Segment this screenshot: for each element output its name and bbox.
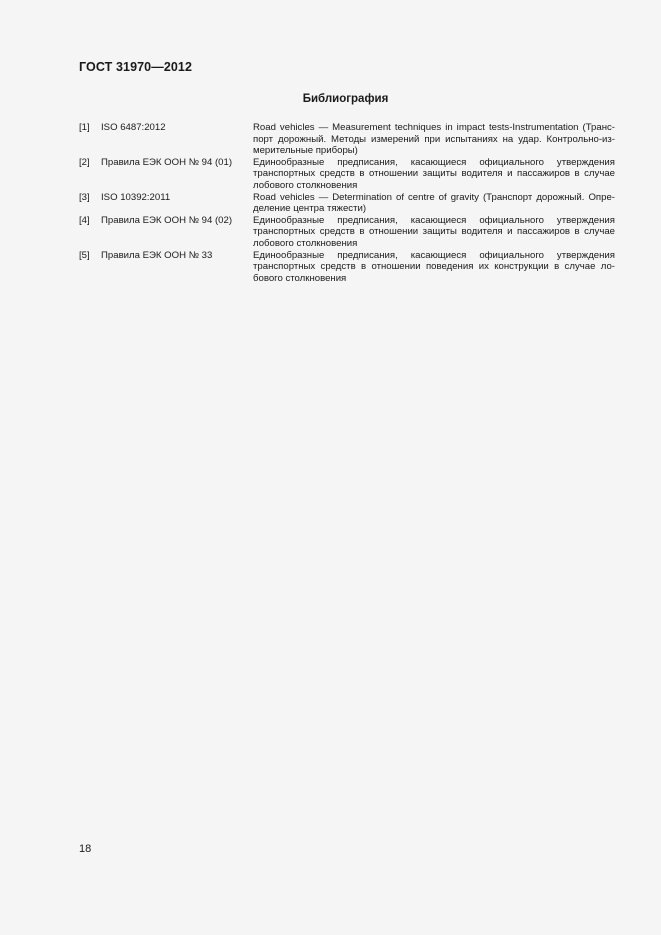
entry-description bbox=[253, 215, 615, 250]
bibliography-entry bbox=[79, 192, 615, 215]
bibliography-list bbox=[79, 122, 615, 284]
entry-reference: Правила ЕЭК ООН № 33 bbox=[101, 249, 213, 261]
entry-number: [2] bbox=[79, 156, 90, 168]
standard-header: ГОСТ 31970—2012 bbox=[79, 60, 193, 74]
entry-number: [5] bbox=[79, 249, 90, 261]
description-line: транспортных средств в отношении поведения их конструкции в случае ло- bbox=[253, 261, 615, 273]
description-line: транспортных средств в отношении защиты водителя и пассажиров в случае bbox=[253, 168, 615, 180]
description-line: Единообразные предписания, касающиеся официального утверждения bbox=[253, 214, 615, 226]
description-line: транспортных средств в отношении защиты водителя и пассажиров в случае bbox=[253, 226, 615, 238]
description-line: лобового столкновения bbox=[253, 237, 358, 249]
description-line: лобового столкновения bbox=[253, 179, 358, 191]
entry-description bbox=[253, 192, 615, 215]
bibliography-entry bbox=[79, 215, 615, 250]
description-line: деление центра тяжести) bbox=[253, 203, 367, 215]
entry-number: [4] bbox=[79, 214, 90, 226]
description-line: Road vehicles — Determination of centre of gravity (Транспорт дорожный. Опре- bbox=[253, 191, 615, 203]
bibliography-entry bbox=[79, 122, 615, 157]
description-line: мерительные приборы) bbox=[253, 145, 358, 157]
entry-reference: ISO 10392:2011 bbox=[101, 191, 171, 203]
description-line: Единообразные предписания, касающиеся официального утверждения bbox=[253, 156, 615, 168]
entry-reference: Правила ЕЭК ООН № 94 (02) bbox=[101, 214, 233, 226]
entry-number: [3] bbox=[79, 191, 90, 203]
description-line: порт дорожный. Методы измерений при испытаниях на удар. Контрольно-из- bbox=[253, 133, 615, 145]
bibliography-entry bbox=[79, 157, 615, 192]
description-line: Единообразные предписания, касающиеся официального утверждения bbox=[253, 249, 615, 261]
entry-description bbox=[253, 157, 615, 192]
bibliography-title: Библиография bbox=[302, 93, 389, 105]
entry-reference: ISO 6487:2012 bbox=[101, 122, 166, 133]
entry-description bbox=[253, 250, 615, 285]
entry-number: [1] bbox=[79, 122, 90, 133]
page-number: 18 bbox=[79, 843, 92, 855]
description-line: Road vehicles — Measurement techniques in impact tests-Instrumentation (Транс- bbox=[253, 122, 615, 133]
entry-description bbox=[253, 122, 615, 157]
entry-reference: Правила ЕЭК ООН № 94 (01) bbox=[101, 156, 233, 168]
bibliography-entry bbox=[79, 250, 615, 285]
description-line: бового столкновения bbox=[253, 272, 347, 284]
